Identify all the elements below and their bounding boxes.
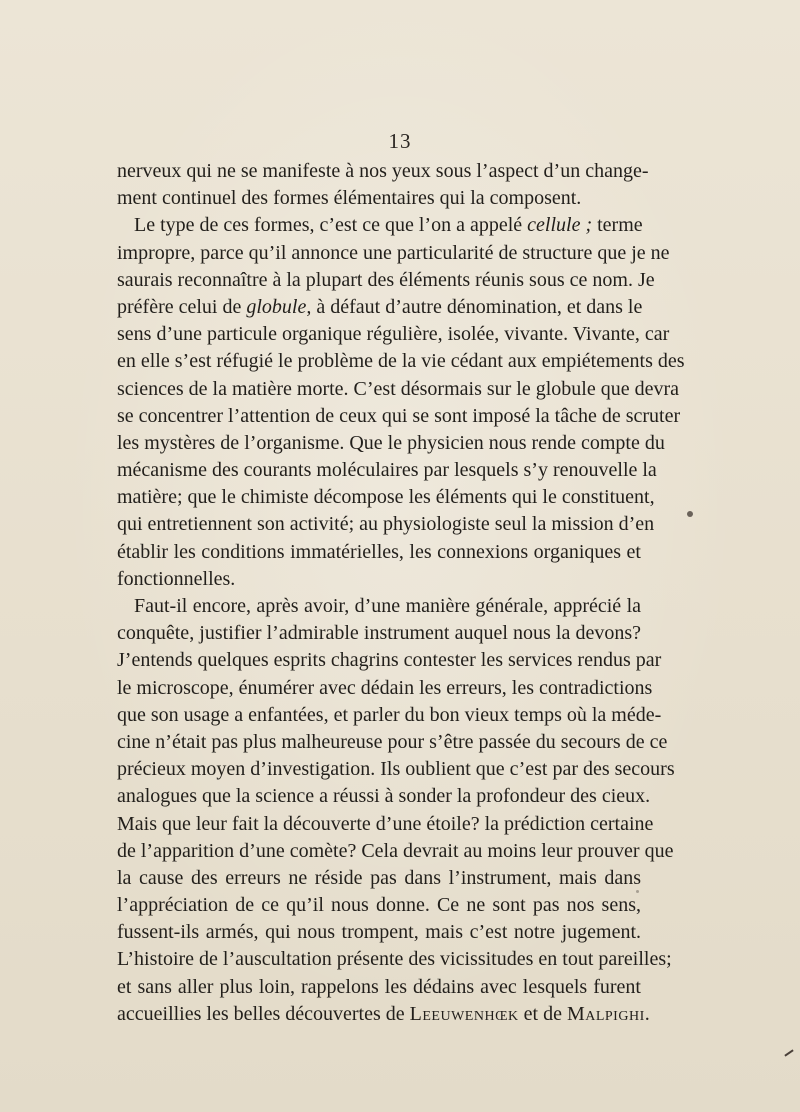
text-segment: Le type de ces formes, c’est ce que l’on a appelé — [134, 214, 528, 237]
paragraph — [117, 158, 649, 212]
text-line — [117, 729, 668, 756]
text-segment: J’entends quelques esprits chagrins contester les services rendus par — [117, 649, 662, 672]
text-line — [117, 267, 655, 294]
text-line — [117, 457, 657, 484]
text-segment: cine n’était pas plus malheureuse pour s’être passée du secours de ce — [117, 730, 668, 753]
text-line — [117, 756, 675, 783]
text-segment: précieux moyen d’investigation. Ils oublient que c’est par des secours — [117, 758, 675, 781]
text-segment: fussent-ils armés, qui nous trompent, mais c’est notre jugement. — [117, 921, 641, 944]
small-caps-name: Leeuwenhœk — [409, 1002, 519, 1025]
text-segment: qui entretiennent son activité; au physiologiste seul la mission d’en — [117, 513, 655, 536]
text-line — [117, 158, 649, 185]
text-segment: l’appréciation de ce qu’il nous donne. Ce ne sont pas nos sens, — [117, 894, 641, 917]
text-line — [117, 539, 641, 566]
text-line — [117, 946, 672, 973]
text-segment: Faut-il encore, après avoir, d’une manière générale, apprécié la — [134, 595, 641, 617]
text-segment: et de — [518, 1002, 567, 1025]
text-segment: de l’apparition d’une comète? Cela devrait au moins leur prouver que — [117, 839, 674, 862]
text-line — [117, 511, 655, 538]
text-line — [117, 702, 662, 729]
text-segment: Mais que leur fait la découverte d’une étoile? la prédiction certaine — [117, 812, 654, 835]
text-line — [117, 376, 680, 403]
text-segment: les mystères de l’organisme. Que le physicien nous rende compte du — [117, 431, 665, 454]
text-segment: la cause des erreurs ne réside pas dans l’instrument, mais dans — [117, 866, 641, 889]
text-segment: mécanisme des courants moléculaires par lesquels s’y renouvelle la — [117, 459, 657, 482]
paragraph — [117, 593, 675, 1028]
text-line — [117, 321, 670, 348]
text-line — [117, 783, 651, 810]
text-segment: impropre, parce qu’il annonce une particularité de structure que je ne — [117, 241, 670, 264]
paper-speck — [687, 511, 693, 517]
text-segment: nerveux qui ne se manifeste à nos yeux sous l’aspect d’un change- — [117, 160, 649, 182]
text-segment: se concentrer l’attention de ceux qui se sont imposé la tâche de scruter — [117, 404, 681, 427]
text-segment: matière; que le chimiste décompose les éléments qui le constituent, — [117, 486, 655, 509]
text-segment: L’histoire de l’auscultation présente des vicissitudes en tout pareilles; — [117, 948, 672, 971]
paper-speck — [636, 890, 639, 893]
corner-mark — [784, 1049, 793, 1056]
text-line — [117, 811, 654, 838]
text-segment: terme — [592, 214, 643, 237]
text-segment: préfère celui de — [117, 295, 247, 318]
text-segment: et sans aller plus loin, rappelons les dédains avec lesquels furent — [117, 975, 641, 998]
text-line — [117, 647, 662, 674]
text-segment: à défaut d’autre dénomination, et dans le — [311, 295, 643, 318]
text-segment: sciences de la matière morte. C’est désormais sur le globule que devra — [117, 377, 680, 400]
text-line — [117, 865, 641, 892]
text-line — [117, 212, 641, 239]
text-line — [117, 974, 641, 1001]
text-line — [117, 919, 641, 946]
text-segment: le microscope, énumérer avec dédain les erreurs, les contradictions — [117, 676, 653, 699]
page-number: 13 — [388, 129, 412, 153]
paragraph — [117, 212, 685, 593]
text-line — [117, 348, 685, 375]
text-segment: fonctionnelles. — [117, 567, 236, 590]
body-text — [117, 158, 685, 1028]
text-line — [117, 403, 681, 430]
text-segment: analogues que la science a réussi à sonder la profondeur des cieux. — [117, 785, 651, 808]
text-segment: en elle s’est réfugié le problème de la vie cédant aux empiétements des — [117, 350, 685, 373]
text-line — [117, 484, 655, 511]
text-line — [117, 1001, 651, 1028]
text-line — [117, 620, 641, 647]
text-segment: que son usage a enfantées, et parler du bon vieux temps où la méde- — [117, 703, 662, 726]
text-segment: ment continuel des formes élémentaires qui la composent. — [117, 187, 582, 210]
small-caps-name: Malpighi. — [566, 1002, 651, 1025]
text-line — [117, 593, 641, 620]
italic-term: cellule ; — [527, 214, 593, 237]
text-segment: conquête, justifier l’admirable instrument auquel nous la devons? — [117, 622, 641, 645]
text-line — [117, 240, 670, 267]
italic-term: globule, — [246, 295, 312, 318]
text-segment: établir les conditions immatérielles, les connexions organiques et — [117, 540, 641, 563]
text-line — [117, 430, 665, 457]
text-line — [117, 294, 641, 321]
text-line — [117, 892, 641, 919]
text-line — [117, 675, 653, 702]
text-segment: sens d’une particule organique régulière, isolée, vivante. Vivante, car — [117, 323, 670, 346]
text-segment: accueillies les belles découvertes de — [117, 1002, 410, 1025]
text-segment: saurais reconnaître à la plupart des éléments réunis sous ce nom. Je — [117, 268, 655, 291]
text-line — [117, 838, 674, 865]
text-line — [117, 566, 641, 593]
text-line — [117, 185, 641, 212]
